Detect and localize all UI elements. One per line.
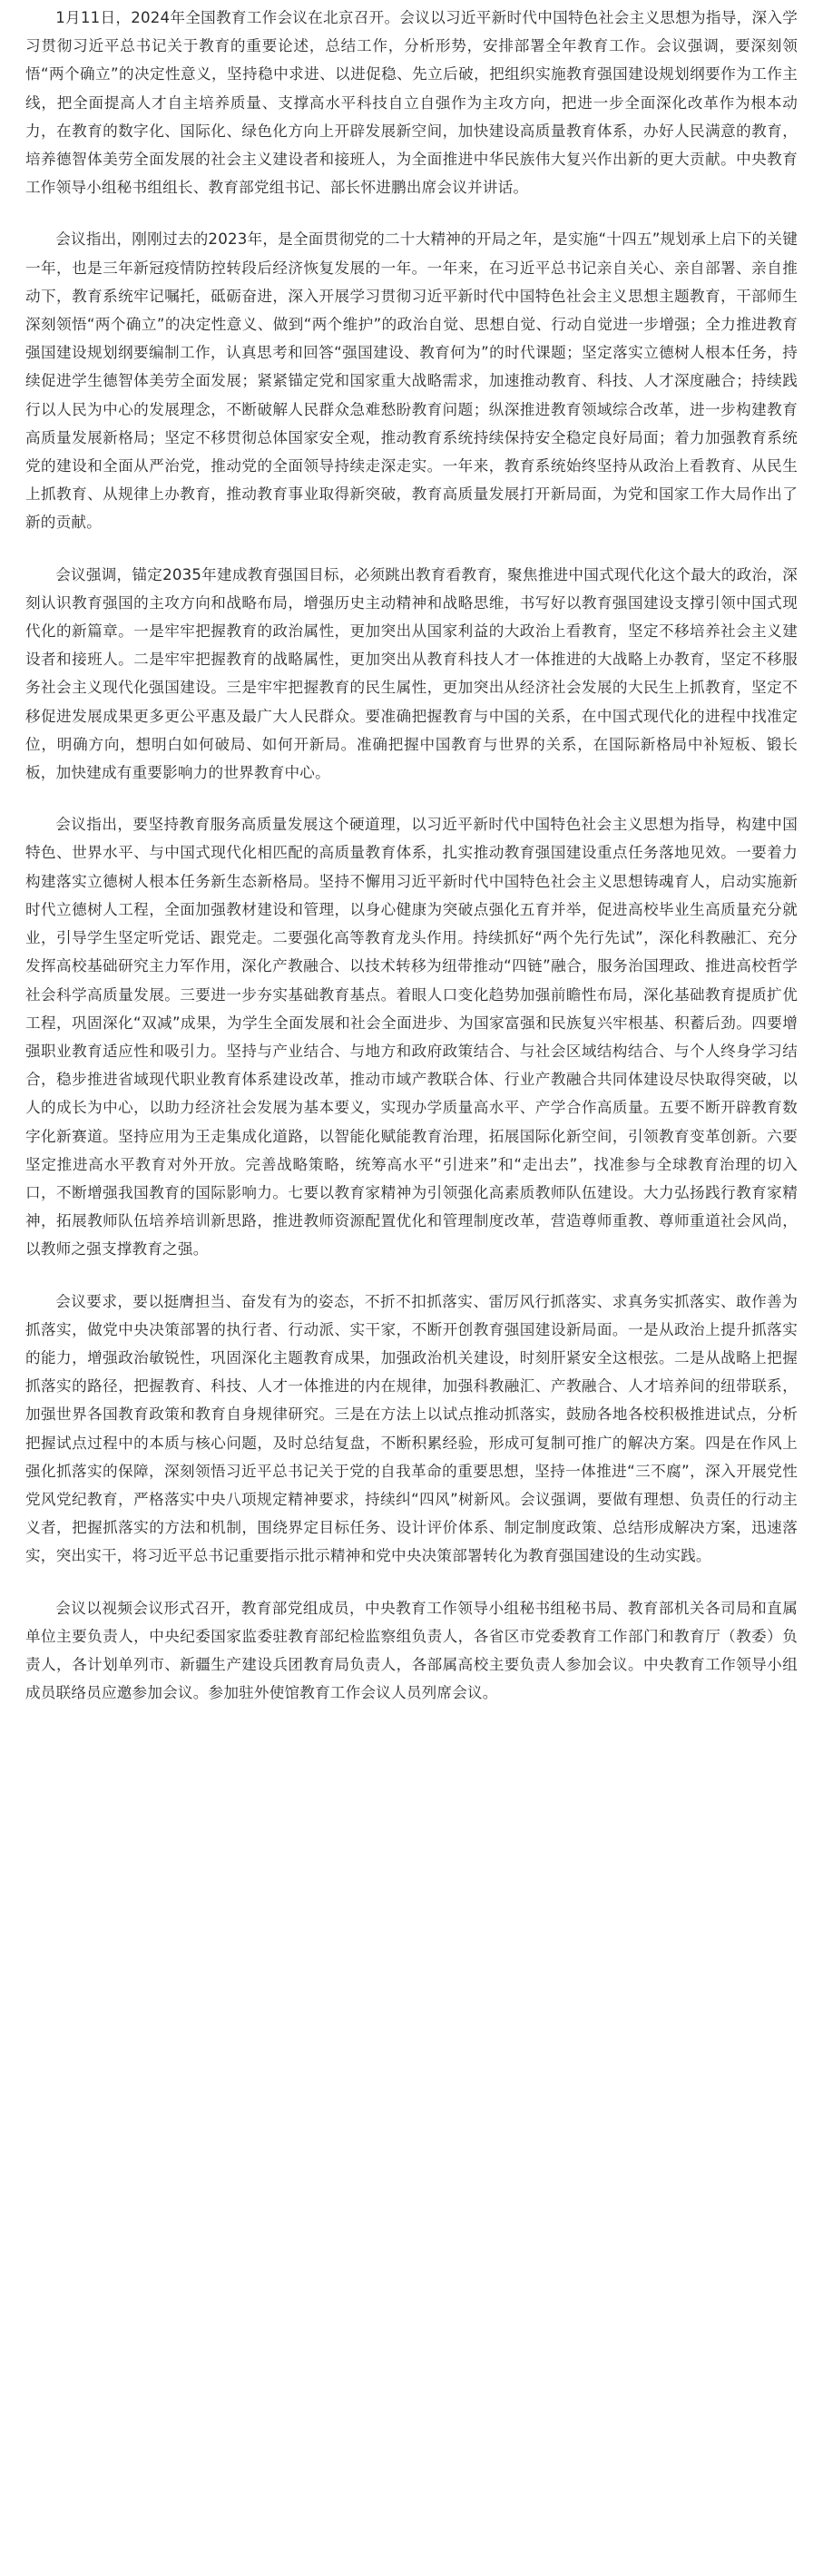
article-paragraph-2: 会议指出，刚刚过去的2023年，是全面贯彻党的二十大精神的开局之年，是实施“十四五”规划承上启下的关键一年，也是三年新冠疫情防控转段后经济恢复发展的一年。一年来，在习近平总书记亲自关心、亲自部署、亲自推动下，教育系统牢记嘱托，砥砺奋进，深入开展学习贯彻习近平新时代中国特色社会主义思想主题教育，干部师生深刻领悟“两个确立”的决定性意义、做到“两个维护”的政治自觉、思想自觉、行动自觉进一步增强；全力推进教育强国建设规划纲要编制工作，认真思考和回答“强国建设、教育何为”的时代课题；坚定落实立德树人根本任务，持续促进学生德智体美劳全面发展；紧紧锚定党和国家重大战略需求，加速推动教育、科技、人才深度融合；持续践行以人民为中心的发展理念，不断破解人民群众急难愁盼教育问题；纵深推进教育领域综合改革，进一步构建教育高质量发展新格局；坚定不移贯彻总体国家安全观，推动教育系统持续保持安全稳定良好局面；着力加强教育系统党的建设和全面从严治党，推动党的全面领导持续走深走实。一年来，教育系统始终坚持从政治上看教育、从民生上抓教育、从规律上办教育，推动教育事业取得新突破，教育高质量发展打开新局面，为党和国家工作大局作出了新的贡献。 [25,230,798,532]
article-paragraph-6: 会议以视频会议形式召开，教育部党组成员，中央教育工作领导小组秘书组秘书局、教育部机关各司局和直属单位主要负责人，中央纪委国家监委驻教育部纪检监察组负责人，各省区市党委教育工作部门和教育厅（教委）负责人，各计划单列市、新疆生产建设兵团教育局负责人，各部属高校主要负责人参加会议。中央教育工作领导小组成员联络员应邀参加会议。参加驻外使馆教育工作会议人员列席会议。 [25,1599,798,1702]
article-paragraph-4: 会议指出，要坚持教育服务高质量发展这个硬道理，以习近平新时代中国特色社会主义思想为指导，构建中国特色、世界水平、与中国式现代化相匹配的高质量教育体系，扎实推动教育强国建设重点任务落地见效。一要着力构建落实立德树人根本任务新生态新格局。坚持不懈用习近平新时代中国特色社会主义思想铸魂育人，启动实施新时代立德树人工程，全面加强教材建设和管理，以身心健康为突破点强化五育并举，促进高校毕业生高质量充分就业，引导学生坚定听党话、跟党走。二要强化高等教育龙头作用。持续抓好“两个先行先试”，深化科教融汇、充分发挥高校基础研究主力军作用，深化产教融合、以技术转移为纽带推动“四链”融合，服务治国理政、推进高校哲学社会科学高质量发展。三要进一步夯实基础教育基点。着眼人口变化趋势加强前瞻性布局，深化基础教育提质扩优工程，巩固深化“双减”成果，为学生全面发展和社会全面进步、为国家富强和民族复兴牢根基、积蓄后劲。四要增强职业教育适应性和吸引力。坚持与产业结合、与地方和政府政策结合、与社会区域结构结合、与个人终身学习结合，稳步推进省域现代职业教育体系建设改革，推动市域产教联合体、行业产教融合共同体建设尽快取得突破，以人的成长为中心，以助力经济社会发展为基本要义，实现办学质量高水平、产学合作高质量。五要不断开辟教育数字化新赛道。坚持应用为王走集成化道路，以智能化赋能教育治理，拓展国际化新空间，引领教育变革创新。六要坚定推进高水平教育对外开放。完善战略策略，统筹高水平“引进来”和“走出去”，找准参与全球教育治理的切入口，不断增强我国教育的国际影响力。七要以教育家精神为引领强化高素质教师队伍建设。大力弘扬践行教育家精神，拓展教师队伍培养培训新思路，推进教师资源配置优化和管理制度改革，营造尊师重教、尊师重道社会风尚，以教师之强支撑教育之强。 [25,816,798,1259]
article-paragraph-1: 1月11日，2024年全国教育工作会议在北京召开。会议以习近平新时代中国特色社会主义思想为指导，深入学习贯彻习近平总书记关于教育的重要论述，总结工作，分析形势，安排部署全年教育工作。会议强调，要深刻领悟“两个确立”的决定性意义，坚持稳中求进、以进促稳、先立后破，把组织实施教育强国建设规划纲要作为工作主线，把全面提高人才自主培养质量、支撑高水平科技自立自强作为主攻方向，把进一步全面深化改革作为根本动力，在教育的数字化、国际化、绿色化方向上开辟发展新空间，加快建设高质量教育体系，办好人民满意的教育，培养德智体美劳全面发展的社会主义建设者和接班人，为全面推进中华民族伟大复兴作出新的更大贡献。中央教育工作领导小组秘书组组长、教育部党组书记、部长怀进鹏出席会议并讲话。 [25,9,798,197]
article-paragraph-3: 会议强调，锚定2035年建成教育强国目标，必须跳出教育看教育，聚焦推进中国式现代化这个最大的政治，深刻认识教育强国的主攻方向和战略布局，增强历史主动精神和战略思维，书写好以教育强国建设支撑引领中国式现代化的新篇章。一是牢牢把握教育的政治属性，更加突出从国家利益的大政治上看教育，坚定不移培养社会主义建设者和接班人。二是牢牢把握教育的战略属性，更加突出从教育科技人才一体推进的大战略上办教育，坚定不移服务社会主义现代化强国建设。三是牢牢把握教育的民生属性，更加突出从经济社会发展的大民生上抓教育，坚定不移促进发展成果更多更公平惠及最广大人民群众。要准确把握教育与中国的关系，在中国式现代化的进程中找准定位，明确方向，想明白如何破局、如何开新局。准确把握中国教育与世界的关系，在国际新格局中补短板、锻长板，加快建成有重要影响力的世界教育中心。 [25,565,798,782]
article-paragraph-5: 会议要求，要以挺膺担当、奋发有为的姿态，不折不扣抓落实、雷厉风行抓落实、求真务实抓落实、敢作善为抓落实，做党中央决策部署的执行者、行动派、实干家，不断开创教育强国建设新局面。一是从政治上提升抓落实的能力，增强政治敏锐性，巩固深化主题教育成果，加强政治机关建设，时刻肝紧安全这根弦。二是从战略上把握抓落实的路径，把握教育、科技、人才一体推进的内在规律，加强科教融汇、产教融合、人才培养间的纽带联系，加强世界各国教育政策和教育自身规律研究。三是在方法上以试点推动抓落实，鼓励各地各校积极推进试点，分析把握试点过程中的本质与核心问题，及时总结复盘，不断积累经验，形成可复制可推广的解决方案。四是在作风上强化抓落实的保障，深刻领悟习近平总书记关于党的自我革命的重要思想，坚持一体推进“三不腐”，深入开展党性党风党纪教育，严格落实中央八项规定精神要求，持续纠“四风”树新风。会议强调，要做有理想、负责任的行动主义者，把握抓落实的方法和机制，围绕界定目标任务、设计评价体系、制定制度政策、总结形成解决方案，迅速落实，突出实干，将习近平总书记重要指示批示精神和党中央决策部署转化为教育强国建设的生动实践。 [25,1292,798,1565]
